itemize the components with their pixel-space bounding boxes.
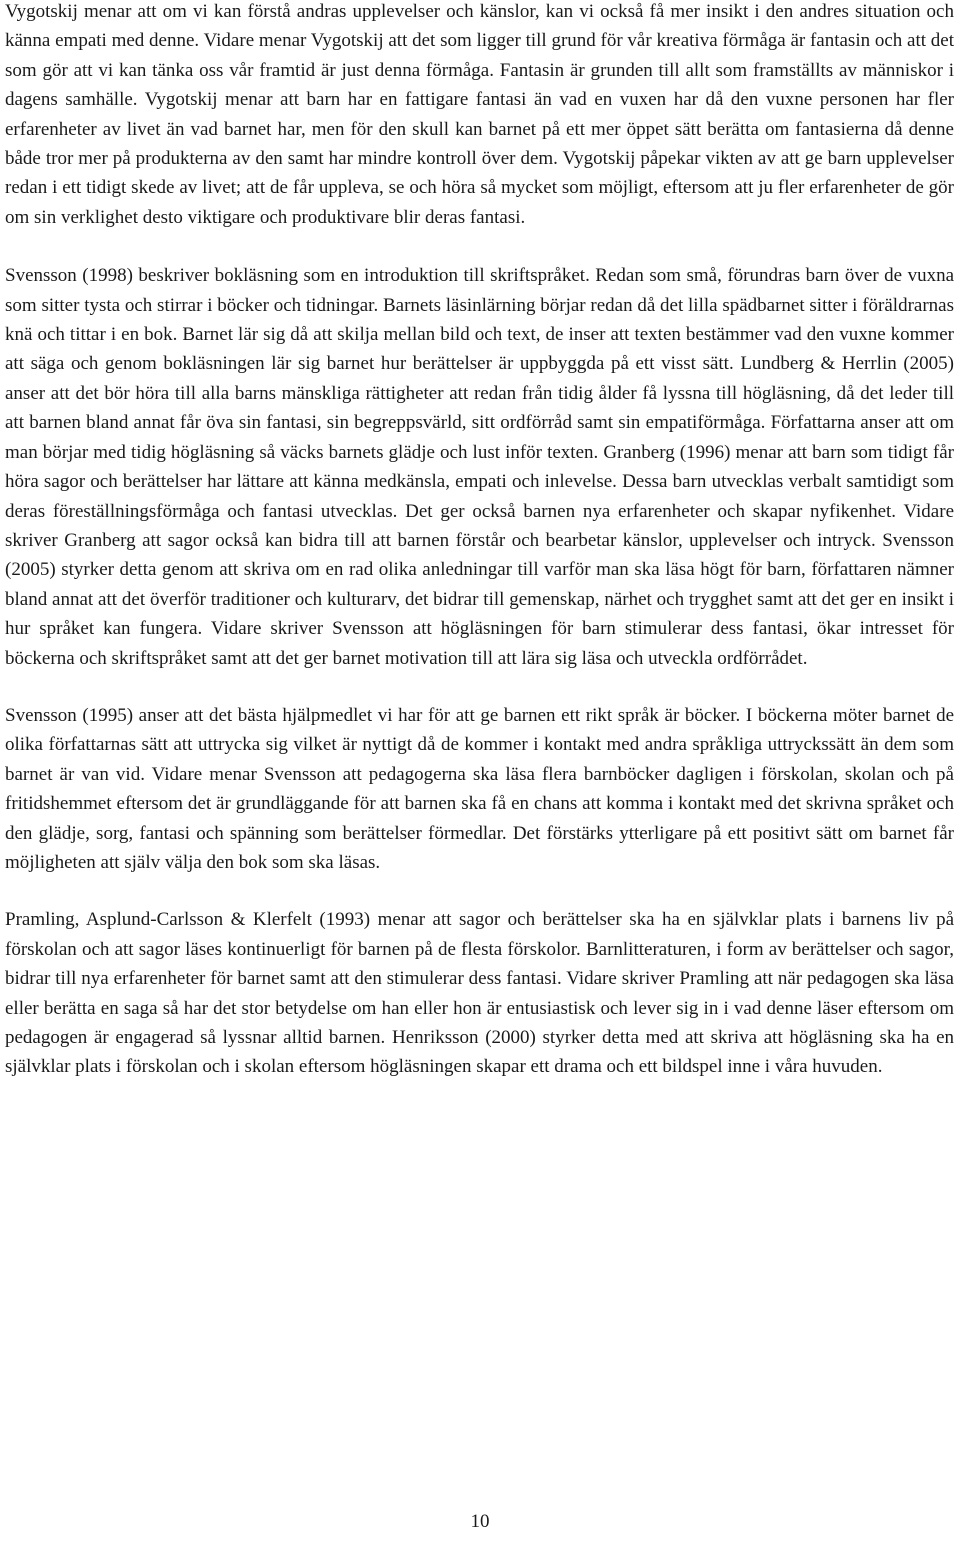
page-number: 10 [470, 1511, 490, 1532]
paragraph-svensson-1995: Svensson (1995) anser att det bästa hjälpmedlet vi har för att ge barnen ett rikt språk är böcker. I böckerna möter barnet de olika författarnas sätt att uttrycka sig vilket är nyttigt då de kommer i kontakt med andra språkliga uttryckssätt än dem som barnet är van vid. Vidare menar Svensson att pedagogerna ska läsa flera barnböcker dagligen i förskolan, skolan och på fritidshemmet eftersom det är grundläggande för att barnen ska få en chans att komma i kontakt med det skrivna språket och den glädje, sorg, fantasi och spänning som berättelser förmedlar. Det förstärks ytterligare på ett positivt sätt om barnet får möjligheten att själv välja den bok som ska läsas. [5, 704, 954, 873]
paragraph-svensson-1998: Svensson (1998) beskriver bokläsning som en introduktion till skriftspråket. Redan som små, förundras barn över de vuxna som sitter tysta och stirrar i böcker och tidningar. Barnets läsinlärning börjar redan då det lilla spädbarnet sitter i föräldrarnas knä och tittar i en bok. Barnet lär sig då att skilja mellan bild och text, de inser att texten bestämmer vad den vuxne kommer att säga och genom bokläsningen lär sig barnet hur berättelser är uppbyggda på ett visst sätt. Lundberg & Herrlin (2005) anser att det bör höra till alla barns mänskliga rättigheter att redan från tidig ålder få lyssna till högläsning, då det leder till att barnen bland annat får öva sin fantasi, sin begreppsvärld, sitt ordförråd samt sin empatiförmåga. Författarna anser att om man börjar med tidig högläsning så väcks barnets glädje och lust inför texten. Granberg (1996) menar att barn som tidigt får höra sagor och berättelser har lättare att känna medkänsla, empati och inlevelse. Dessa barn utvecklas verbalt samtidigt som deras föreställningsförmåga och fantasi utvecklas. Det ger också barnen nya erfarenheter och skapar nyfikenhet. Vidare skriver Granberg att sagor också kan bidra till att barnen förstår och bearbetar känslor, upplevelser och intryck. Svensson (2005) styrker detta genom att skriva om en rad olika anledningar till varför man ska läsa högt för barn, författaren nämner bland annat att det överför traditioner och kulturarv, det bidrar till gemenskap, närhet och trygghet samt att det ger en insikt i hur språket kan fungera. Vidare skriver Svensson att högläsningen för barn stimulerar dess fantasi, ökar intresset för böckerna och skriftspråket samt att det ger barnet motivation till att lära sig läsa och utveckla ordförrådet. [5, 265, 954, 669]
paragraph-vygotskij-fantasy: Vygotskij menar att om vi kan förstå andras upplevelser och känslor, kan vi också få mer insikt i den andres situation och känna empati med denne. Vidare menar Vygotskij att det som ligger till grund för vår kreativa förmåga är fantasin och att det som gör att vi kan tänka oss vår framtid är just denna förmåga. Fantasin är grunden till allt som framställts av människor i dagens samhälle. Vygotskij menar att barn har en fattigare fantasi än vad en vuxen har då den vuxne personen har fler erfarenheter av livet än vad barnet har, men för den skull kan barnet på ett mer öppet sätt berätta om fantasierna då denne både tror mer på produkterna av den samt har mindre kontroll över dem. Vygotskij påpekar vikten av att ge barn upplevelser redan i ett tidigt skede av livet; att de får uppleva, se och höra så mycket som möjligt, eftersom att ju fler erfarenheter de gör om sin verklighet desto viktigare och produktivare blir deras fantasi. [5, 1, 954, 228]
paragraph-pramling-1993: Pramling, Asplund-Carlsson & Klerfelt (1993) menar att sagor och berättelser ska ha en självklar plats i barnens liv på förskolan och att sagor läses kontinuerligt för barnen på de flesta förskolor. Barnlitteraturen, i form av berättelser och sagor, bidrar till nya erfarenheter för barnet samt att den stimulerar dess fantasi. Vidare skriver Pramling att när pedagogen ska läsa eller berätta en saga så har det stor betydelse om han eller hon är entusiastisk och lever sig in i vad denne läser eftersom om pedagogen är engagerad så lyssnar alltid barnen. Henriksson (2000) styrker detta med att skriva att högläsning ska ha en självklar plats i förskolan och i skolan eftersom högläsningen skapar ett drama och ett bildspel inne i våra huvuden. [5, 909, 954, 1078]
